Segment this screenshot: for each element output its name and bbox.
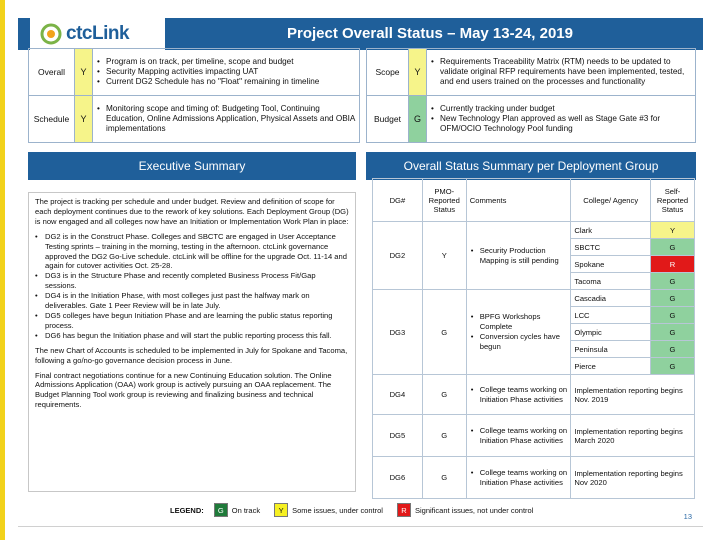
legend-title: LEGEND: xyxy=(170,505,204,515)
exec-bullet-list xyxy=(35,232,349,341)
self-status: R xyxy=(651,256,695,273)
status-label: Budget xyxy=(367,96,409,143)
page-title: Project Overall Status – May 13-24, 2019 xyxy=(287,25,573,42)
table-header-row xyxy=(373,179,695,222)
dg-comments xyxy=(466,375,571,415)
ctclink-logo xyxy=(30,18,165,50)
executive-summary-body xyxy=(28,192,356,492)
status-notes xyxy=(93,49,360,96)
college-name: Olympic xyxy=(571,324,651,341)
legend-swatch-green: G xyxy=(214,503,228,517)
status-row-schedule xyxy=(29,96,360,143)
comment-bullet: • College teams working on Initiation Phase activities xyxy=(470,426,568,446)
executive-summary-heading: Executive Summary xyxy=(28,152,356,180)
implementation-note: Implementation reporting begins Nov. 2019 xyxy=(571,375,695,415)
status-row-overall xyxy=(29,49,360,96)
self-status: G xyxy=(651,239,695,256)
college-name: SBCTC xyxy=(571,239,651,256)
logo-wordmark: ctcLink xyxy=(66,23,130,44)
header-comments: Comments xyxy=(466,179,571,222)
status-code: G xyxy=(409,96,427,143)
status-bullet: • Monitoring scope and timing of: Budgeting Tool, Continuing Education, Online Admissions Application, Physical Assets and OBIA implementations xyxy=(96,104,356,134)
dg-comments xyxy=(466,290,571,375)
left-accent-stripe xyxy=(0,0,5,540)
dg-comments xyxy=(466,222,571,290)
self-status: Y xyxy=(651,222,695,239)
status-row-scope xyxy=(367,49,696,96)
legend-swatch-yellow: Y xyxy=(274,503,288,517)
legend-text: On track xyxy=(231,505,261,515)
status-notes xyxy=(427,96,696,143)
college-name: Pierce xyxy=(571,358,651,375)
deployment-status-table xyxy=(372,178,695,499)
page-number: 13 xyxy=(683,512,692,521)
status-bullet: • Currently tracking under budget xyxy=(430,104,692,114)
header-college: College/ Agency xyxy=(571,179,651,222)
dg-label: DG3 xyxy=(373,290,423,375)
status-bullet: • Program is on track, per timeline, scope and budget xyxy=(96,57,356,67)
self-status: G xyxy=(651,290,695,307)
self-status: G xyxy=(651,341,695,358)
header-pmo-status: PMO-Reported Status xyxy=(422,179,466,222)
pmo-status: G xyxy=(422,415,466,457)
dg-label: DG2 xyxy=(373,222,423,290)
pmo-status: Y xyxy=(422,222,466,290)
status-notes xyxy=(427,49,696,96)
header-dg: DG# xyxy=(373,179,423,222)
self-status: G xyxy=(651,358,695,375)
college-name: Tacoma xyxy=(571,273,651,290)
comment-bullet: • BPFG Workshops Complete xyxy=(470,312,568,332)
status-row-budget xyxy=(367,96,696,143)
status-code: Y xyxy=(75,96,93,143)
header-self-status: Self-Reported Status xyxy=(651,179,695,222)
comment-bullet: • College teams working on Initiation Phase activities xyxy=(470,468,568,488)
footer-divider xyxy=(18,526,703,527)
exec-bullet: • DG4 is in the Initiation Phase, with most colleges just past the halfway mark on deliverables. Gate 1 Peer Review will be in late July. xyxy=(35,291,349,311)
self-status: G xyxy=(651,273,695,290)
ctclink-logo-icon xyxy=(40,23,62,45)
dg-comments xyxy=(466,415,571,457)
self-status: G xyxy=(651,307,695,324)
comment-bullet: • Security Production Mapping is still pending xyxy=(470,246,568,266)
status-label: Scope xyxy=(367,49,409,96)
college-name: Cascadia xyxy=(571,290,651,307)
table-row xyxy=(373,457,695,499)
legend-swatch-red: R xyxy=(397,503,411,517)
status-label: Overall xyxy=(29,49,75,96)
legend-item-red xyxy=(397,503,533,517)
comment-bullet: • Conversion cycles have begun xyxy=(470,332,568,352)
implementation-note: Implementation reporting begins Nov 2020 xyxy=(571,457,695,499)
status-code: Y xyxy=(409,49,427,96)
exec-bullet: • DG3 is in the Structure Phase and recently completed Business Process Fit/Gap sessions. xyxy=(35,271,349,291)
status-bullet: • Current DG2 Schedule has no "Float" remaining in timeline xyxy=(96,77,356,87)
status-bullet: • Requirements Traceability Matrix (RTM) needs to be updated to validate original RFP requirements have been implemented, tested, and end users trained on the processes and functionality xyxy=(430,57,692,87)
college-name: LCC xyxy=(571,307,651,324)
table-row xyxy=(373,290,695,307)
table-row xyxy=(373,415,695,457)
exec-bullet: • DG6 has begun the Initiation phase and will start the public reporting process this fall. xyxy=(35,331,349,341)
implementation-note: Implementation reporting begins March 2020 xyxy=(571,415,695,457)
comment-bullet: • College teams working on Initiation Phase activities xyxy=(470,385,568,405)
legend-text: Significant issues, not under control xyxy=(414,505,534,515)
status-label: Schedule xyxy=(29,96,75,143)
legend-text: Some issues, under control xyxy=(292,505,383,515)
dg-label: DG4 xyxy=(373,375,423,415)
college-name: Clark xyxy=(571,222,651,239)
pmo-status: G xyxy=(422,457,466,499)
status-bullet: • New Technology Plan approved as well as Stage Gate #3 for OFM/OCIO Technology Pool funding xyxy=(430,114,692,134)
status-table-left xyxy=(28,48,360,143)
legend-item-green xyxy=(214,503,260,517)
dg-label: DG6 xyxy=(373,457,423,499)
legend xyxy=(170,502,547,518)
exec-paragraph: The project is tracking per schedule and under budget. Review and definition of scope for each deployment continues due to the rework of key solutions. Each Deployment Group (DG) is now engaged and all colleges now have an Initiation or Implementation Work Plan in place: xyxy=(35,197,349,226)
exec-paragraph: The new Chart of Accounts is scheduled to be implemented in July for Spokane and Tacoma, following a go/no-go governance decision process in June. xyxy=(35,345,348,365)
dg-label: DG5 xyxy=(373,415,423,457)
status-notes xyxy=(93,96,360,143)
exec-bullet: • DG2 is in the Construct Phase. Colleges and SBCTC are engaged in User Acceptance Testing sprints – training in the morning, testing in the afternoon. ctcLink governance approved the DG2 Go-Live schedule. ctcLink will be offline for the upgrade Oct. 11-14 and again for cutover activities Oct. 25-28. xyxy=(35,232,349,272)
status-bullet: • Security Mapping activities impacting UAT xyxy=(96,67,356,77)
legend-item-yellow xyxy=(274,503,383,517)
dg-comments xyxy=(466,457,571,499)
exec-bullet: • DG5 colleges have begun Initiation Phase and are learning the public status reporting process. xyxy=(35,311,349,331)
college-name: Peninsula xyxy=(571,341,651,358)
table-row xyxy=(373,375,695,415)
table-row xyxy=(373,222,695,239)
self-status: G xyxy=(651,324,695,341)
status-code: Y xyxy=(75,49,93,96)
pmo-status: G xyxy=(422,375,466,415)
exec-paragraph: Final contract negotiations continue for a new Continuing Education solution. The Online Admissions Application (OAA) work group is actively pursuing an OAA replacement. The Budget Planning Tool work group is reviewing and finalizing business and technical requirements. xyxy=(35,370,332,410)
deployment-summary-heading: Overall Status Summary per Deployment Group xyxy=(366,152,696,180)
status-table-right xyxy=(366,48,696,143)
pmo-status: G xyxy=(422,290,466,375)
college-name: Spokane xyxy=(571,256,651,273)
